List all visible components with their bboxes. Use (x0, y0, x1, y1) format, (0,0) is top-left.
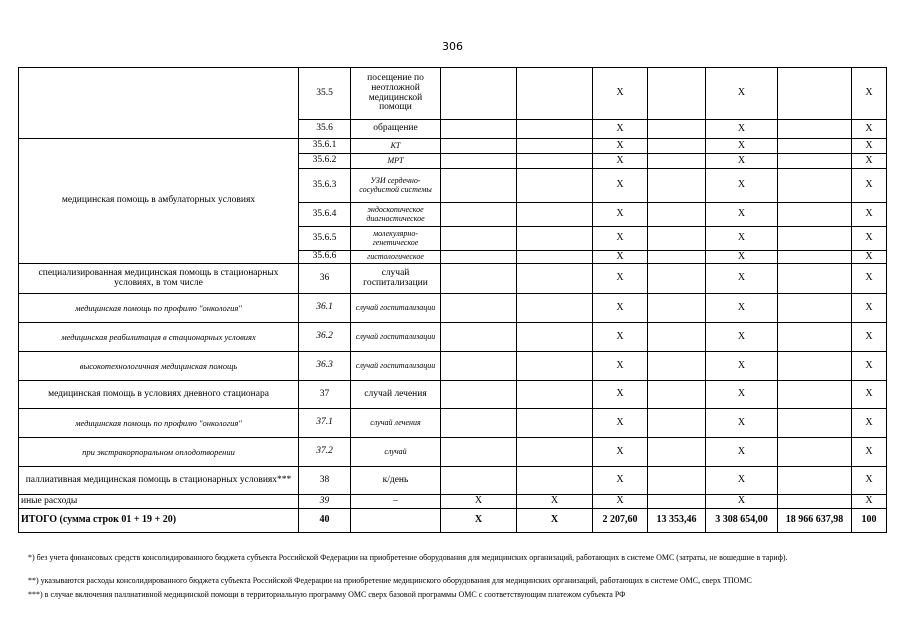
cell-empty (778, 154, 852, 169)
row-name: высокотехнологичная медицинская помощь (19, 352, 299, 381)
row-name: при экстракорпоральном оплодотворении (19, 438, 299, 467)
cell-x: X (706, 227, 778, 251)
cell-x: X (706, 169, 778, 203)
cell-empty (517, 139, 593, 154)
cell-empty (778, 467, 852, 495)
table-row (19, 409, 887, 438)
cell-empty (778, 381, 852, 409)
cell-x: X (852, 203, 887, 227)
cell-x: X (706, 381, 778, 409)
row-unit: случай госпитализации (351, 352, 441, 381)
cell-x: X (852, 251, 887, 264)
cell-x: X (706, 203, 778, 227)
cell-empty (517, 409, 593, 438)
cell-x: X (593, 438, 648, 467)
cell-empty (648, 352, 706, 381)
cell-x: X (593, 120, 648, 139)
cell-empty (351, 509, 441, 533)
cell-empty (648, 495, 706, 509)
cell-x: X (852, 264, 887, 294)
row-code: 37.2 (299, 438, 351, 467)
cell-x: X (706, 467, 778, 495)
cell-x: X (441, 495, 517, 509)
cell-empty (648, 227, 706, 251)
row-code: 37 (299, 381, 351, 409)
cell-empty (517, 381, 593, 409)
table-row (19, 467, 887, 495)
total-c6: 13 353,46 (648, 509, 706, 533)
cell-empty (441, 352, 517, 381)
cell-empty (778, 227, 852, 251)
cell-empty (648, 251, 706, 264)
row-code: 35.6.6 (299, 251, 351, 264)
table-row (19, 139, 887, 154)
table-row (19, 294, 887, 323)
cell-empty (778, 120, 852, 139)
cell-x: X (593, 139, 648, 154)
cell-empty (648, 68, 706, 120)
cell-x: X (852, 227, 887, 251)
cell-empty (778, 203, 852, 227)
cell-empty (517, 264, 593, 294)
row-unit: случай госпитализации (351, 294, 441, 323)
cell-empty (778, 251, 852, 264)
row-code: 37.1 (299, 409, 351, 438)
cell-empty (648, 438, 706, 467)
cell-empty (648, 294, 706, 323)
row-unit: гистологическое (351, 251, 441, 264)
row-code: 36 (299, 264, 351, 294)
cell-x: X (706, 352, 778, 381)
cell-empty (441, 294, 517, 323)
cell-x: X (706, 68, 778, 120)
cell-x: X (852, 438, 887, 467)
cell-x: X (852, 120, 887, 139)
cell-x: X (706, 139, 778, 154)
cell-empty (517, 352, 593, 381)
total-c3: X (441, 509, 517, 533)
cell-empty (778, 294, 852, 323)
cell-x: X (706, 251, 778, 264)
row-unit: эндоскопическое диагностическое (351, 203, 441, 227)
total-code: 40 (299, 509, 351, 533)
page-number: 306 (442, 40, 463, 53)
row-code: 36.2 (299, 323, 351, 352)
cell-x: X (852, 495, 887, 509)
cell-x: X (593, 495, 648, 509)
row-name-ambulatory: медицинская помощь в амбулаторных условиях (19, 139, 299, 264)
row-code: 35.6 (299, 120, 351, 139)
row-unit: УЗИ сердечно-сосудистой системы (351, 169, 441, 203)
table-row (19, 323, 887, 352)
cell-empty (517, 467, 593, 495)
cell-empty (517, 169, 593, 203)
row-unit: случай госпитализации (351, 264, 441, 294)
row-unit: КТ (351, 139, 441, 154)
row-code: 36.3 (299, 352, 351, 381)
total-c8: 18 966 637,98 (778, 509, 852, 533)
cell-empty (648, 120, 706, 139)
cell-x: X (593, 323, 648, 352)
cell-x: X (593, 227, 648, 251)
cell-empty (778, 169, 852, 203)
cell-empty (778, 323, 852, 352)
cell-empty (517, 203, 593, 227)
cell-x: X (706, 409, 778, 438)
cell-empty (778, 68, 852, 120)
row-name: специализированная медицинская помощь в стационарных условиях, в том числе (19, 264, 299, 294)
cell-empty (517, 251, 593, 264)
cell-x: X (852, 154, 887, 169)
cell-x: X (852, 381, 887, 409)
cell-empty (441, 381, 517, 409)
total-c4: X (517, 509, 593, 533)
row-code: 35.6.5 (299, 227, 351, 251)
cell-x: X (593, 169, 648, 203)
cell-empty (517, 294, 593, 323)
table-row (19, 68, 887, 120)
cell-empty (441, 203, 517, 227)
cell-x: X (706, 120, 778, 139)
cell-empty (648, 409, 706, 438)
total-c7: 3 308 654,00 (706, 509, 778, 533)
total-name: ИТОГО (сумма строк 01 + 19 + 20) (19, 509, 299, 533)
cell-empty (648, 467, 706, 495)
row-unit: молекулярно-генетическое (351, 227, 441, 251)
footnote-3: ***) в случае включения паллиативной медицинской помощи в территориальную программу ОМС сверх базовой программы ОМС с соответствующим платежом субъекта РФ (28, 590, 626, 599)
row-code: 35.6.3 (299, 169, 351, 203)
row-name: медицинская помощь в условиях дневного стационара (19, 381, 299, 409)
cell-empty (441, 467, 517, 495)
row-unit: МРТ (351, 154, 441, 169)
cell-empty (648, 139, 706, 154)
row-name: иные расходы (19, 495, 299, 509)
row-code: 36.1 (299, 294, 351, 323)
cell-empty (441, 154, 517, 169)
total-c9: 100 (852, 509, 887, 533)
cell-empty (648, 203, 706, 227)
footnote-2: **) указываются расходы консолидированного бюджета субъекта Российской Федерации на приобретение медицинского оборудования для медицинских организаций, работающих в системе ОМС, сверх ТПОМС (28, 576, 752, 585)
cell-empty (648, 169, 706, 203)
cell-empty (441, 438, 517, 467)
row-code: 35.6.1 (299, 139, 351, 154)
row-unit: случай лечения (351, 381, 441, 409)
cell-empty (441, 251, 517, 264)
cell-x: X (706, 438, 778, 467)
row-unit: – (351, 495, 441, 509)
table-row (19, 381, 887, 409)
cell-empty (517, 323, 593, 352)
row-name: медицинская реабилитация в стационарных условиях (19, 323, 299, 352)
cell-x: X (593, 68, 648, 120)
row-unit: случай лечения (351, 409, 441, 438)
cell-empty (441, 169, 517, 203)
cell-empty (517, 438, 593, 467)
cell-empty (517, 120, 593, 139)
cell-empty (441, 227, 517, 251)
cell-empty (648, 381, 706, 409)
row-name: медицинская помощь по профилю "онкология" (19, 409, 299, 438)
cell-x: X (706, 264, 778, 294)
cell-x: X (593, 251, 648, 264)
cell-empty (648, 264, 706, 294)
cell-x: X (593, 467, 648, 495)
cell-x: X (852, 139, 887, 154)
cell-empty (517, 68, 593, 120)
cell-x: X (706, 294, 778, 323)
cell-x: X (706, 495, 778, 509)
cell-empty (517, 154, 593, 169)
cell-empty (441, 323, 517, 352)
cell-empty (778, 495, 852, 509)
row-name: медицинская помощь по профилю "онкология" (19, 294, 299, 323)
footnote-1: *) без учета финансовых средств консолидированного бюджета субъекта Российской Федерации на приобретение оборудования для медицинских организаций, работающих в системе ОМС (затраты, не вошедшие в тариф). (28, 553, 788, 562)
cell-x: X (593, 381, 648, 409)
cell-empty (778, 139, 852, 154)
row-name-empty (19, 68, 299, 139)
row-code: 35.5 (299, 68, 351, 120)
table-row (19, 438, 887, 467)
cell-x: X (706, 154, 778, 169)
row-unit: к/день (351, 467, 441, 495)
table-row (19, 352, 887, 381)
cell-x: X (852, 169, 887, 203)
row-unit: посещение по неотложной медицинской помощи (351, 68, 441, 120)
row-name: паллиативная медицинская помощь в стационарных условиях*** (19, 467, 299, 495)
cell-x: X (852, 409, 887, 438)
cell-empty (778, 438, 852, 467)
cell-empty (778, 409, 852, 438)
cell-empty (778, 352, 852, 381)
cell-empty (441, 264, 517, 294)
cell-x: X (593, 203, 648, 227)
row-code: 35.6.2 (299, 154, 351, 169)
cell-x: X (852, 352, 887, 381)
total-row (19, 509, 887, 533)
cell-empty (517, 227, 593, 251)
row-code: 35.6.4 (299, 203, 351, 227)
cell-empty (648, 154, 706, 169)
cell-x: X (852, 68, 887, 120)
expenses-table (18, 67, 887, 533)
row-unit: случай госпитализации (351, 323, 441, 352)
cell-x: X (706, 323, 778, 352)
row-unit: случай (351, 438, 441, 467)
cell-empty (441, 409, 517, 438)
row-code: 39 (299, 495, 351, 509)
cell-empty (778, 264, 852, 294)
row-unit: обращение (351, 120, 441, 139)
cell-x: X (517, 495, 593, 509)
cell-x: X (852, 467, 887, 495)
cell-empty (648, 323, 706, 352)
cell-x: X (593, 154, 648, 169)
total-c5: 2 207,60 (593, 509, 648, 533)
cell-x: X (593, 294, 648, 323)
cell-x: X (593, 352, 648, 381)
cell-x: X (593, 264, 648, 294)
table-row (19, 264, 887, 294)
cell-x: X (852, 294, 887, 323)
cell-empty (441, 139, 517, 154)
cell-empty (441, 120, 517, 139)
cell-empty (441, 68, 517, 120)
cell-x: X (593, 409, 648, 438)
row-code: 38 (299, 467, 351, 495)
cell-x: X (852, 323, 887, 352)
table-row (19, 495, 887, 509)
